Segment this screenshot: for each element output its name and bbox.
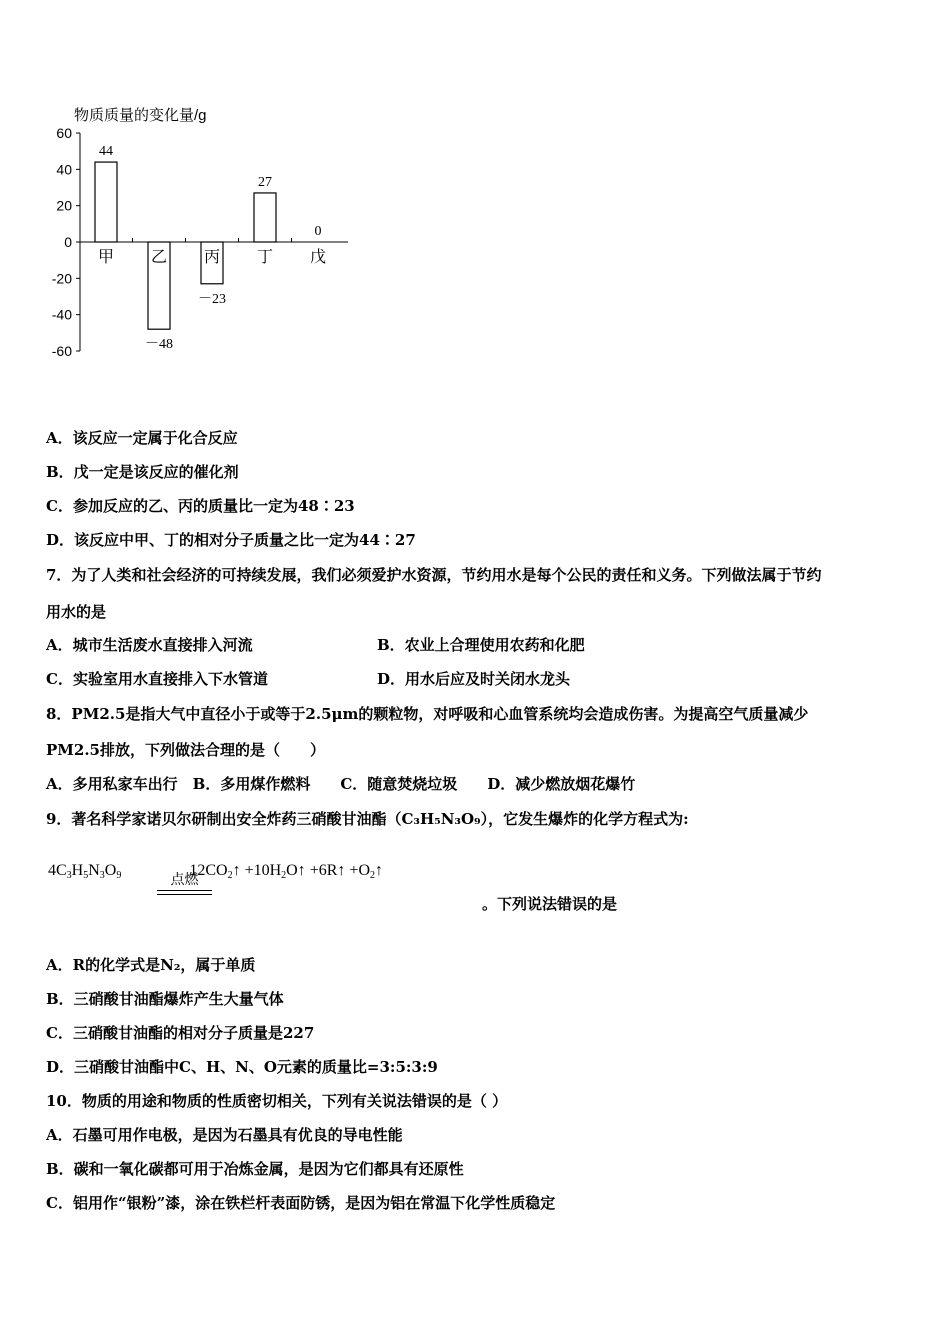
q6-option-c: C．参加反应的乙、丙的质量比一定为48∶23 xyxy=(46,497,355,515)
q9-option-a: A．R的化学式是N₂，属于单质 xyxy=(46,956,256,974)
q9-stem: 9．著名科学家诺贝尔研制出安全炸药三硝酸甘油酯（C₃H₅N₃O₉），它发生爆炸的化学方程式为: xyxy=(46,810,689,828)
data-label: 44 xyxy=(99,144,113,160)
reaction-equals-sign xyxy=(157,890,212,895)
q7-stem-line1: 7．为了人类和社会经济的可持续发展，我们必须爱护水资源，节约用水是每个公民的责任和义务。下列做法属于节约 xyxy=(46,566,822,584)
category-label: 戊 xyxy=(309,247,327,266)
data-label: －23 xyxy=(198,291,226,307)
data-label: －48 xyxy=(145,337,173,353)
mass-change-bar-chart xyxy=(40,95,370,385)
q8-options: A．多用私家车出行 B．多用煤作燃料 C．随意焚烧垃圾 D．减少燃放烟花爆竹 xyxy=(46,775,636,793)
y-tick-label: -40 xyxy=(51,306,72,323)
q7-option-c: C．实验室用水直接排入下水管道 xyxy=(46,670,268,688)
q10-stem: 10．物质的用途和物质的性质密切相关，下列有关说法错误的是（ ） xyxy=(46,1092,508,1110)
q7-option-a: A．城市生活废水直接排入河流 xyxy=(46,636,253,654)
q7-option-d: D．用水后应及时关闭水龙头 xyxy=(377,670,571,688)
q10-option-a: A．石墨可用作电极，是因为石墨具有优良的导电性能 xyxy=(46,1126,403,1144)
bar xyxy=(95,162,117,242)
q8-stem-line1: 8．PM2.5是指大气中直径小于或等于2.5μm的颗粒物，对呼吸和心血管系统均会造成伤害。为提高空气质量减少 xyxy=(46,705,809,723)
category-label: 甲 xyxy=(97,247,115,266)
q8-stem-line2: PM2.5排放，下列做法合理的是（ ） xyxy=(46,741,325,759)
y-tick-label: 20 xyxy=(56,197,72,214)
q9-option-b: B．三硝酸甘油酯爆炸产生大量气体 xyxy=(46,990,284,1008)
data-label: 0 xyxy=(314,224,322,239)
bar xyxy=(254,193,276,242)
q9-option-c: C．三硝酸甘油酯的相对分子质量是227 xyxy=(46,1024,315,1042)
q6-option-d: D．该反应中甲、丁的相对分子质量之比一定为44∶27 xyxy=(46,531,416,549)
q6-option-b: B．戊一定是该反应的催化剂 xyxy=(46,463,239,481)
q10-option-b: B．碳和一氧化碳都可用于冶炼金属，是因为它们都具有还原性 xyxy=(46,1160,464,1178)
q6-option-a: A．该反应一定属于化合反应 xyxy=(46,429,238,447)
y-tick-label: 40 xyxy=(56,161,72,178)
category-label: 丁 xyxy=(256,247,274,266)
reaction-condition: 点燃 xyxy=(170,872,199,888)
data-label: 27 xyxy=(258,174,272,190)
q9-option-d: D．三硝酸甘油酯中C、H、N、O元素的质量比=3:5:3:9 xyxy=(46,1058,438,1076)
q9-stem-tail: 。下列说法错误的是 xyxy=(482,895,618,913)
y-tick-label: 60 xyxy=(56,125,72,141)
y-tick-label: 0 xyxy=(64,234,72,250)
chart-title: 物质质量的变化量/g xyxy=(74,107,207,124)
q7-option-b: B．农业上合理使用农药和化肥 xyxy=(377,636,585,654)
q7-stem-line2: 用水的是 xyxy=(46,603,107,621)
category-label: 乙 xyxy=(150,247,168,266)
q10-option-c: C．铝用作“银粉”漆，涂在铁栏杆表面防锈，是因为铝在常温下化学性质稳定 xyxy=(46,1194,556,1212)
y-tick-label: -60 xyxy=(51,343,72,359)
y-tick-label: -20 xyxy=(51,270,72,287)
category-label: 丙 xyxy=(203,247,221,266)
chemical-equation: $4C_3H_5N_3O_9$ $12CO_2↑$ $+10H_2O↑$ +6R↑ $+O_2↑$ xyxy=(48,862,383,881)
